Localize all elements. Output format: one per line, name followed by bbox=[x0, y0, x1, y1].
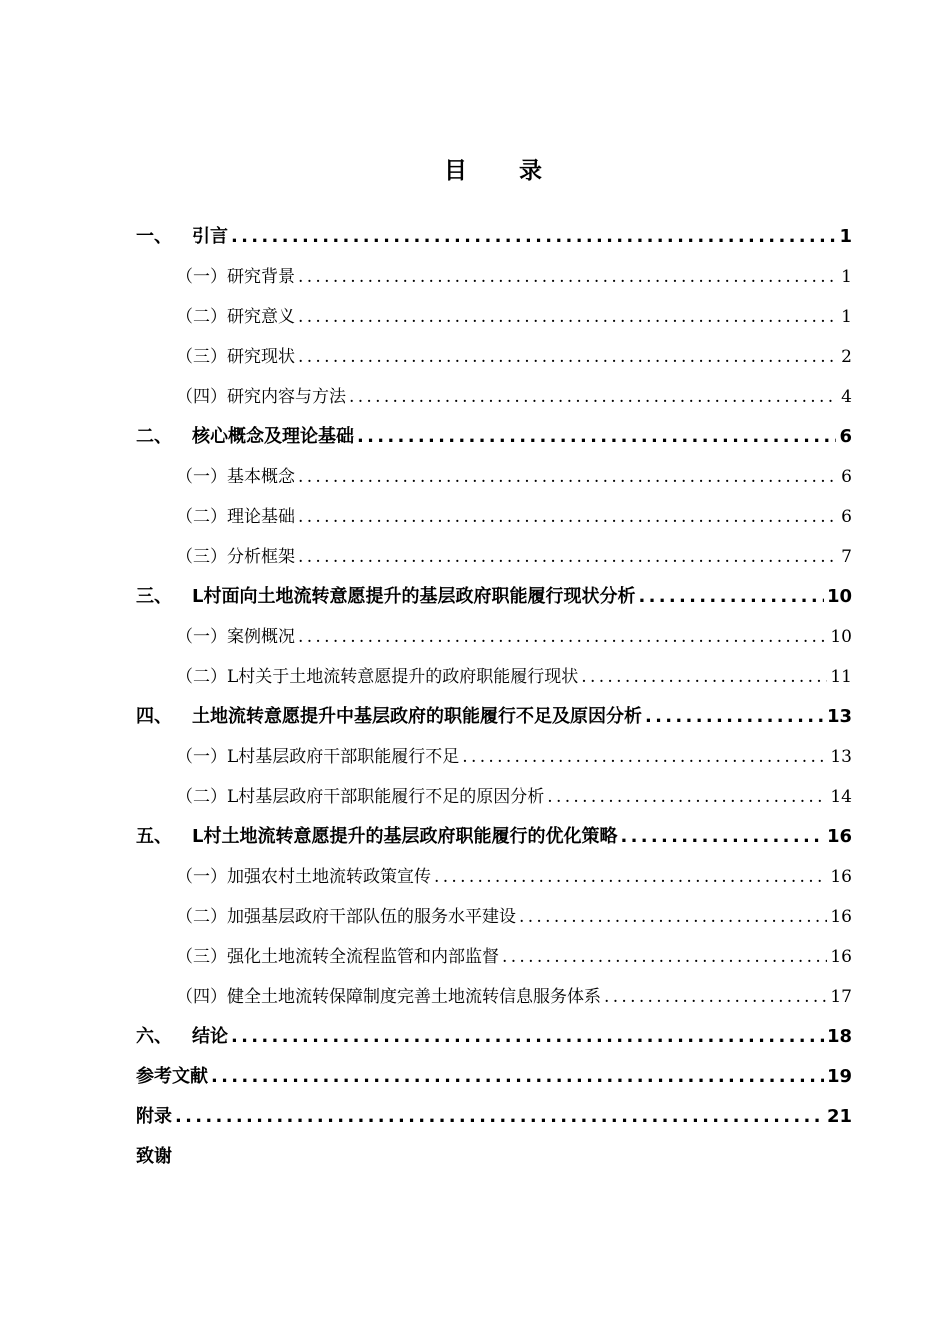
toc-dot-leader bbox=[298, 337, 838, 377]
toc-entry-label: 引言 bbox=[192, 226, 228, 247]
toc-entry-label: 分析框架 bbox=[227, 547, 295, 567]
toc-entry-label: 研究背景 bbox=[227, 267, 295, 287]
toc-page-number: 16 bbox=[830, 867, 852, 887]
toc-entry-number: （一） bbox=[176, 627, 227, 647]
toc-dot-leader bbox=[519, 897, 827, 937]
toc-dot-leader bbox=[638, 577, 823, 617]
toc-dot-leader bbox=[231, 217, 836, 257]
toc-section-entry[interactable] bbox=[136, 737, 852, 777]
toc-page-number: 1 bbox=[839, 226, 852, 247]
toc-page-number: 13 bbox=[830, 747, 852, 767]
toc-page-number: 6 bbox=[839, 426, 852, 447]
toc-entry-number: （三） bbox=[176, 947, 227, 967]
toc-dot-leader bbox=[175, 1097, 824, 1137]
toc-section-entry[interactable] bbox=[136, 537, 852, 577]
toc-dot-leader bbox=[434, 857, 827, 897]
toc-section-entry[interactable] bbox=[136, 857, 852, 897]
toc-section-entry[interactable] bbox=[136, 617, 852, 657]
toc-dot-leader bbox=[298, 497, 838, 537]
toc-page-number: 18 bbox=[826, 1026, 852, 1047]
toc-dot-leader bbox=[581, 657, 827, 697]
toc-entry-label: 理论基础 bbox=[227, 507, 295, 527]
toc-entry-number: 六、 bbox=[136, 1026, 172, 1047]
toc-dot-leader bbox=[620, 817, 823, 857]
toc-chapter-entry[interactable] bbox=[136, 577, 852, 617]
toc-section-entry[interactable] bbox=[136, 337, 852, 377]
toc-page-number: 6 bbox=[841, 467, 852, 487]
page-title-char-2: 录 bbox=[519, 158, 542, 184]
toc-entry-number: （二） bbox=[176, 787, 227, 807]
toc-entry-label: 健全土地流转保障制度完善土地流转信息服务体系 bbox=[227, 987, 601, 1007]
toc-chapter-entry[interactable] bbox=[136, 817, 852, 857]
toc-dot-leader bbox=[298, 297, 838, 337]
toc-entry-number: （二） bbox=[176, 667, 227, 687]
toc-section-entry[interactable] bbox=[136, 457, 852, 497]
toc-entry-label: 研究意义 bbox=[227, 307, 295, 327]
toc-section-entry[interactable] bbox=[136, 657, 852, 697]
toc-entry-number: （一） bbox=[176, 467, 227, 487]
toc-chapter-entry[interactable] bbox=[136, 1137, 852, 1177]
toc-page-number: 16 bbox=[830, 947, 852, 967]
toc-section-entry[interactable] bbox=[136, 497, 852, 537]
toc-section-entry[interactable] bbox=[136, 897, 852, 937]
toc-entry-number: （一） bbox=[176, 867, 227, 887]
toc-dot-leader bbox=[462, 737, 827, 777]
toc-dot-leader bbox=[502, 937, 827, 977]
toc-page-number: 10 bbox=[830, 627, 852, 647]
toc-dot-leader bbox=[298, 257, 838, 297]
toc-entry-label: 结论 bbox=[192, 1026, 228, 1047]
toc-page-number: 11 bbox=[830, 667, 852, 687]
toc-entry-number: 五、 bbox=[136, 826, 172, 847]
table-of-contents bbox=[136, 217, 852, 1177]
toc-section-entry[interactable] bbox=[136, 937, 852, 977]
toc-dot-leader bbox=[298, 617, 827, 657]
toc-chapter-entry[interactable] bbox=[136, 1017, 852, 1057]
toc-entry-number: 三、 bbox=[136, 586, 172, 607]
toc-page-number: 16 bbox=[826, 826, 852, 847]
toc-chapter-entry[interactable] bbox=[136, 697, 852, 737]
toc-entry-number: 二、 bbox=[136, 426, 172, 447]
toc-dot-leader bbox=[231, 1017, 824, 1057]
toc-entry-number: （二） bbox=[176, 907, 227, 927]
toc-entry-number: （二） bbox=[176, 507, 227, 527]
toc-entry-number: （一） bbox=[176, 747, 227, 767]
toc-entry-number: （一） bbox=[176, 267, 227, 287]
toc-page-number: 1 bbox=[841, 307, 852, 327]
toc-dot-leader bbox=[547, 777, 827, 817]
toc-entry-label: L村土地流转意愿提升的基层政府职能履行的优化策略 bbox=[192, 826, 618, 847]
toc-entry-label: 强化土地流转全流程监管和内部监督 bbox=[227, 947, 499, 967]
toc-section-entry[interactable] bbox=[136, 777, 852, 817]
toc-entry-number: 一、 bbox=[136, 226, 172, 247]
toc-entry-number: （三） bbox=[176, 347, 227, 367]
toc-page-number: 10 bbox=[826, 586, 852, 607]
toc-entry-label: L村基层政府干部职能履行不足 bbox=[227, 747, 460, 767]
toc-entry-label: 加强农村土地流转政策宣传 bbox=[227, 867, 431, 887]
toc-entry-label: 基本概念 bbox=[227, 467, 295, 487]
toc-entry-label: 附录 bbox=[136, 1106, 172, 1127]
toc-chapter-entry[interactable] bbox=[136, 217, 852, 257]
toc-page-number: 14 bbox=[830, 787, 852, 807]
page-title-char-1: 目 bbox=[444, 158, 467, 184]
toc-dot-leader bbox=[349, 377, 838, 417]
toc-entry-label: 核心概念及理论基础 bbox=[192, 426, 354, 447]
toc-entry-number: （三） bbox=[176, 547, 227, 567]
toc-entry-number: 四、 bbox=[136, 706, 172, 727]
toc-section-entry[interactable] bbox=[136, 297, 852, 337]
toc-dot-leader bbox=[645, 697, 824, 737]
toc-page-number: 13 bbox=[826, 706, 852, 727]
toc-page-number: 6 bbox=[841, 507, 852, 527]
toc-chapter-entry[interactable] bbox=[136, 1057, 852, 1097]
toc-entry-label: 参考文献 bbox=[136, 1066, 208, 1087]
page-title bbox=[0, 152, 950, 185]
toc-entry-label: 研究内容与方法 bbox=[227, 387, 346, 407]
toc-entry-label: L村关于土地流转意愿提升的政府职能履行现状 bbox=[227, 667, 579, 687]
toc-entry-number: （四） bbox=[176, 987, 227, 1007]
toc-page-number: 2 bbox=[841, 347, 852, 367]
toc-page-number: 16 bbox=[830, 907, 852, 927]
toc-section-entry[interactable] bbox=[136, 377, 852, 417]
toc-page-number: 1 bbox=[841, 267, 852, 287]
toc-chapter-entry[interactable] bbox=[136, 1097, 852, 1137]
toc-page-number: 4 bbox=[841, 387, 852, 407]
toc-page-number: 19 bbox=[826, 1066, 852, 1087]
toc-entry-label: L村基层政府干部职能履行不足的原因分析 bbox=[227, 787, 545, 807]
toc-page-number: 17 bbox=[830, 987, 852, 1007]
toc-entry-label: 研究现状 bbox=[227, 347, 295, 367]
toc-entry-label: 案例概况 bbox=[227, 627, 295, 647]
toc-dot-leader bbox=[604, 977, 827, 1017]
toc-chapter-entry[interactable] bbox=[136, 417, 852, 457]
toc-page-number: 7 bbox=[841, 547, 852, 567]
toc-entry-label: 加强基层政府干部队伍的服务水平建设 bbox=[227, 907, 516, 927]
toc-entry-number: （二） bbox=[176, 307, 227, 327]
toc-dot-leader bbox=[357, 417, 836, 457]
toc-section-entry[interactable] bbox=[136, 257, 852, 297]
toc-entry-label: 致谢 bbox=[136, 1146, 172, 1167]
toc-dot-leader bbox=[298, 537, 838, 577]
toc-dot-leader bbox=[298, 457, 838, 497]
toc-entry-number: （四） bbox=[176, 387, 227, 407]
toc-page-number: 21 bbox=[826, 1106, 852, 1127]
toc-section-entry[interactable] bbox=[136, 977, 852, 1017]
toc-dot-leader bbox=[211, 1057, 824, 1097]
toc-entry-label: L村面向土地流转意愿提升的基层政府职能履行现状分析 bbox=[192, 586, 636, 607]
toc-entry-label: 土地流转意愿提升中基层政府的职能履行不足及原因分析 bbox=[192, 706, 642, 727]
